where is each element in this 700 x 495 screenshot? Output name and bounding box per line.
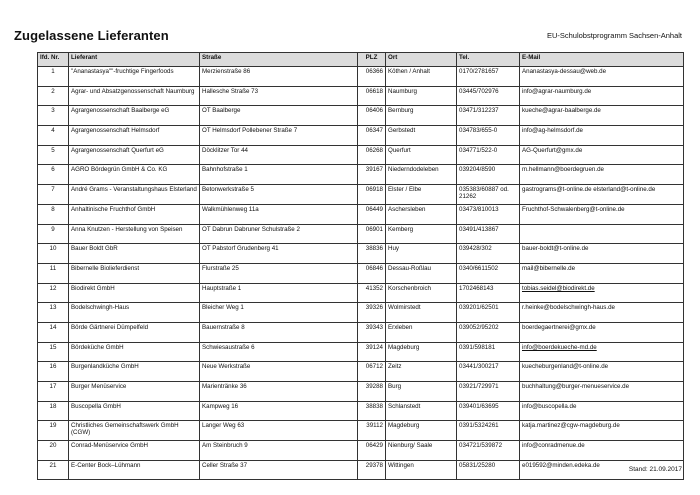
cell-nr: 15 [38, 342, 69, 362]
cell-nr: 7 [38, 185, 69, 205]
table-row [38, 145, 684, 165]
cell-lieferant: Biodirekt GmbH [69, 283, 200, 303]
cell-tel: 039204/8590 [457, 165, 520, 185]
cell-ort: Wolmirstedt [386, 303, 457, 323]
cell-strasse: Schwiesaustraße 6 [200, 342, 358, 362]
cell-tel: 03473/810013 [457, 204, 520, 224]
table-row [38, 126, 684, 146]
cell-plz: 41352 [358, 283, 386, 303]
cell-email: m.hellmann@boerdegruen.de [520, 165, 684, 185]
table-row [38, 185, 684, 205]
header-strasse: Straße [200, 53, 358, 67]
cell-tel: 05831/25280 [457, 460, 520, 480]
supplier-table [37, 52, 684, 480]
cell-email: boerdegaertnerei@gmx.de [520, 322, 684, 342]
cell-tel: 03921/729971 [457, 382, 520, 402]
cell-plz: 39167 [358, 165, 386, 185]
cell-tel: 035383/60887 od. 21262 [457, 185, 520, 205]
cell-ort: Aschersleben [386, 204, 457, 224]
cell-ort: Schlanstedt [386, 401, 457, 421]
cell-lieferant: AGRO Bördegrün GmbH & Co. KG [69, 165, 200, 185]
document-title: Zugelassene Lieferanten [14, 28, 169, 43]
cell-nr: 5 [38, 145, 69, 165]
cell-strasse: Celler Straße 37 [200, 460, 358, 480]
cell-ort: Kemberg [386, 224, 457, 244]
cell-nr: 6 [38, 165, 69, 185]
cell-nr: 2 [38, 86, 69, 106]
cell-lieferant: Bodelschwingh-Haus [69, 303, 200, 323]
table-row [38, 165, 684, 185]
cell-strasse: Neue Werkstraße [200, 362, 358, 382]
cell-ort: Querfurt [386, 145, 457, 165]
cell-strasse: Bauernstraße 8 [200, 322, 358, 342]
cell-strasse: Bahnhofstraße 1 [200, 165, 358, 185]
header-ort: Ort [386, 53, 457, 67]
header-lieferant: Lieferant [69, 53, 200, 67]
cell-nr: 21 [38, 460, 69, 480]
table-row [38, 283, 684, 303]
cell-lieferant: Agrargenossenschaft Helmsdorf [69, 126, 200, 146]
cell-ort: Korschenbroich [386, 283, 457, 303]
cell-nr: 17 [38, 382, 69, 402]
cell-nr: 11 [38, 263, 69, 283]
cell-lieferant: Agrargenossenschaft Querfurt eG [69, 145, 200, 165]
cell-plz: 06347 [358, 126, 386, 146]
cell-nr: 4 [38, 126, 69, 146]
cell-ort: Burg [386, 382, 457, 402]
cell-nr: 19 [38, 421, 69, 441]
cell-email: info@conradmenue.de [520, 441, 684, 461]
header-plz: PLZ [358, 53, 386, 67]
cell-email: r.heinke@bodelschwingh-haus.de [520, 303, 684, 323]
cell-tel: 039401/63695 [457, 401, 520, 421]
cell-tel: 0340/6611502 [457, 263, 520, 283]
cell-email: info@boerdekueche-md.de [520, 342, 684, 362]
cell-ort: Bernburg [386, 106, 457, 126]
cell-email: kueche@agrar-baalberge.de [520, 106, 684, 126]
cell-email: katja.martinez@cgw-magdeburg.de [520, 421, 684, 441]
cell-nr: 14 [38, 322, 69, 342]
stand-date: Stand: 21.09.2017 [628, 466, 682, 473]
cell-strasse: Marientränke 36 [200, 382, 358, 402]
table-row [38, 382, 684, 402]
cell-lieferant: Burger Menüservice [69, 382, 200, 402]
cell-tel: 1702468143 [457, 283, 520, 303]
cell-email: info@ag-helmsdorf.de [520, 126, 684, 146]
table-row [38, 342, 684, 362]
cell-strasse: Bleicher Weg 1 [200, 303, 358, 323]
cell-tel: 03471/312237 [457, 106, 520, 126]
cell-plz: 06366 [358, 67, 386, 87]
cell-lieferant: Börde Gärtnerei Dümpelfeld [69, 322, 200, 342]
cell-plz: 39343 [358, 322, 386, 342]
cell-lieferant: André Grams - Veranstaltungshaus Elsterland [69, 185, 200, 205]
cell-tel: 0170/2781657 [457, 67, 520, 87]
cell-ort: Nienburg/ Saale [386, 441, 457, 461]
cell-plz: 06449 [358, 204, 386, 224]
cell-nr: 8 [38, 204, 69, 224]
cell-email: AG-Querfurt@gmx.de [520, 145, 684, 165]
cell-lieferant: E-Center Bock–Lühmann [69, 460, 200, 480]
cell-email [520, 224, 684, 244]
table-row [38, 401, 684, 421]
cell-strasse: OT Dabrun Dabruner Schulstraße 2 [200, 224, 358, 244]
cell-nr: 10 [38, 244, 69, 264]
header-nr: lfd. Nr. [38, 53, 69, 67]
cell-plz: 06901 [358, 224, 386, 244]
cell-strasse: Betonwerkstraße 5 [200, 185, 358, 205]
cell-nr: 20 [38, 441, 69, 461]
cell-strasse: OT Helmsdorf Pollebener Straße 7 [200, 126, 358, 146]
table-row [38, 224, 684, 244]
cell-tel: 0391/598181 [457, 342, 520, 362]
cell-ort: Zeitz [386, 362, 457, 382]
cell-strasse: OT Pabstorf Grudenberg 41 [200, 244, 358, 264]
cell-strasse: Walkmühlenweg 11a [200, 204, 358, 224]
cell-lieferant: Anhaltinische Fruchthof GmbH [69, 204, 200, 224]
cell-plz: 38838 [358, 401, 386, 421]
cell-plz: 06846 [358, 263, 386, 283]
cell-lieferant: Anna Knutzen - Herstellung von Speisen [69, 224, 200, 244]
cell-email: tobias.seidel@biodirekt.de [520, 283, 684, 303]
cell-tel: 03491/413867 [457, 224, 520, 244]
cell-ort: Erxleben [386, 322, 457, 342]
cell-tel: 03445/702976 [457, 86, 520, 106]
cell-plz: 39112 [358, 421, 386, 441]
table-row [38, 67, 684, 87]
table-row [38, 303, 684, 323]
cell-tel: 034721/539872 [457, 441, 520, 461]
cell-plz: 38836 [358, 244, 386, 264]
cell-strasse: Hallesche Straße 73 [200, 86, 358, 106]
cell-nr: 3 [38, 106, 69, 126]
cell-email: buchhaltung@burger-menueservice.de [520, 382, 684, 402]
cell-strasse: Merzienstraße 86 [200, 67, 358, 87]
cell-lieferant: "Ananastasya""-fruchtige Fingerfoods [69, 67, 200, 87]
cell-lieferant: Burgenlandküche GmbH [69, 362, 200, 382]
cell-lieferant: Christliches Gemeinschaftswerk GmbH (CGW) [69, 421, 200, 441]
table-row [38, 86, 684, 106]
cell-plz: 39326 [358, 303, 386, 323]
cell-tel: 039201/62501 [457, 303, 520, 323]
cell-ort: Niederndodeleben [386, 165, 457, 185]
cell-tel: 039428/302 [457, 244, 520, 264]
cell-plz: 39288 [358, 382, 386, 402]
cell-plz: 06268 [358, 145, 386, 165]
table-header-row [38, 53, 684, 67]
cell-plz: 06429 [358, 441, 386, 461]
cell-plz: 06918 [358, 185, 386, 205]
cell-plz: 06712 [358, 362, 386, 382]
cell-ort: Huy [386, 244, 457, 264]
cell-ort: Magdeburg [386, 342, 457, 362]
cell-lieferant: Bibernelle Biolieferdienst [69, 263, 200, 283]
cell-strasse: Flurstraße 25 [200, 263, 358, 283]
cell-nr: 18 [38, 401, 69, 421]
table-row [38, 263, 684, 283]
cell-email: kuecheburgenland@t-online.de [520, 362, 684, 382]
cell-ort: Naumburg [386, 86, 457, 106]
cell-lieferant: Bauer Boldt GbR [69, 244, 200, 264]
cell-strasse: Langer Weg 63 [200, 421, 358, 441]
cell-plz: 39124 [358, 342, 386, 362]
cell-ort: Dessau-Roßlau [386, 263, 457, 283]
cell-plz: 29378 [358, 460, 386, 480]
cell-tel: 034783/655-0 [457, 126, 520, 146]
program-name: EU-Schulobstprogramm Sachsen-Anhalt [546, 31, 682, 40]
cell-plz: 06618 [358, 86, 386, 106]
cell-ort: Wittingen [386, 460, 457, 480]
table-row [38, 204, 684, 224]
header-email: E-Mail [520, 53, 684, 67]
cell-email: Fruchthof-Schwalenberg@t-online.de [520, 204, 684, 224]
cell-strasse: Döcklitzer Tor 44 [200, 145, 358, 165]
cell-nr: 16 [38, 362, 69, 382]
header-tel: Tel. [457, 53, 520, 67]
cell-lieferant: Buscopella GmbH [69, 401, 200, 421]
cell-plz: 06406 [358, 106, 386, 126]
table-row [38, 244, 684, 264]
cell-tel: 03441/300217 [457, 362, 520, 382]
cell-strasse: Am Steinbruch 9 [200, 441, 358, 461]
table-row [38, 106, 684, 126]
table-row [38, 421, 684, 441]
cell-email: mail@bibernelle.de [520, 263, 684, 283]
cell-nr: 1 [38, 67, 69, 87]
cell-email: info@buscopella.de [520, 401, 684, 421]
table-row [38, 322, 684, 342]
table-row [38, 441, 684, 461]
cell-ort: Köthen / Anhalt [386, 67, 457, 87]
cell-nr: 12 [38, 283, 69, 303]
cell-email: gastrograms@t-online.de elsterland@t-online.de [520, 185, 684, 205]
cell-ort: Gerbstedt [386, 126, 457, 146]
cell-nr: 9 [38, 224, 69, 244]
cell-strasse: Kampweg 16 [200, 401, 358, 421]
cell-lieferant: Agrar- und Absatzgenossenschaft Naumburg [69, 86, 200, 106]
cell-tel: 039052/95202 [457, 322, 520, 342]
cell-ort: Elster / Elbe [386, 185, 457, 205]
cell-lieferant: Bördeküche GmbH [69, 342, 200, 362]
cell-email: e019592@minden.edeka.de [520, 460, 684, 480]
cell-tel: 034771/522-0 [457, 145, 520, 165]
table-row [38, 362, 684, 382]
cell-email: bauer-boldt@t-online.de [520, 244, 684, 264]
cell-email: Ananastasya-dessau@web.de [520, 67, 684, 87]
cell-ort: Magdeburg [386, 421, 457, 441]
cell-email: info@agrar-naumburg.de [520, 86, 684, 106]
cell-strasse: Hauptstraße 1 [200, 283, 358, 303]
table-row [38, 460, 684, 480]
cell-strasse: OT Baalberge [200, 106, 358, 126]
cell-nr: 13 [38, 303, 69, 323]
cell-tel: 0391/5324261 [457, 421, 520, 441]
cell-lieferant: Conrad-Menüservice GmbH [69, 441, 200, 461]
cell-lieferant: Agrargenossenschaft Baalberge eG [69, 106, 200, 126]
